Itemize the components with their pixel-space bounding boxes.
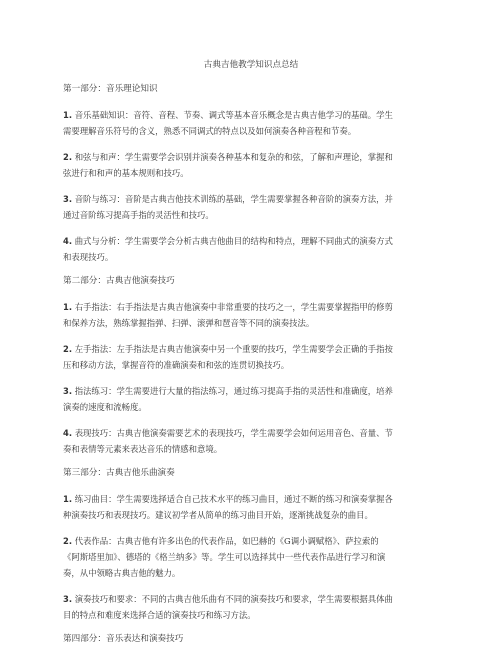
- line-text: 指法练习：学生需要进行大量的指法练习，通过练习提高手指的灵活性和准确度，培养: [74, 386, 393, 396]
- line-text: 练习曲目：学生需要选择适合自己技术水平的练习曲目，通过不断的练习和演奏掌握各: [74, 494, 393, 504]
- item-number: 2.: [63, 536, 73, 546]
- list-item: [63, 107, 445, 139]
- list-item: [63, 425, 445, 457]
- line-text: 演奏技巧和要求：不同的古典吉他乐曲有不同的演奏技巧和要求，学生需要根据具体曲: [74, 594, 393, 604]
- paragraph-line: 奏和表情等元素来表达音乐的情感和意境。: [63, 444, 223, 454]
- list-item: [63, 233, 445, 265]
- paragraph-line: 通过音阶练习提高手指的灵活性和技巧。: [63, 210, 214, 220]
- section-heading: 第三部分：古典吉他乐曲演奏: [63, 468, 175, 478]
- paragraph-line: [63, 491, 445, 507]
- document-title: 古典吉他教学知识点总结: [203, 60, 299, 70]
- paragraph-line: 和表现技巧。: [63, 252, 114, 262]
- paragraph-line: [63, 425, 445, 441]
- list-item: [63, 341, 445, 373]
- paragraph-line: 目的特点和难度来选择合适的演奏技巧和练习方法。: [63, 610, 256, 620]
- list-item: [63, 191, 445, 223]
- line-text: 右手指法：右手指法是古典吉他演奏中非常重要的技巧之一，学生需要掌握指甲的修剪: [74, 302, 393, 312]
- item-number: 3.: [63, 386, 73, 396]
- list-item: [63, 533, 445, 581]
- paragraph-line: 弦进行和和声的基本规则和技巧。: [63, 168, 189, 178]
- paragraph-line: [63, 149, 445, 165]
- item-number: 2.: [63, 152, 73, 162]
- paragraph-line: 演奏的速度和流畅度。: [63, 402, 147, 412]
- line-text: 音乐基础知识：音符、音程、节奏、调式等基本音乐概念是古典吉他学习的基础。学生: [74, 110, 393, 120]
- paragraph-line: 种演奏技巧和表现技巧。建议初学者从简单的练习曲目开始，逐渐挑战复杂的曲目。: [63, 510, 373, 520]
- line-text: 音阶与练习：音阶是古典吉他技术训练的基础，学生需要掌握各种音阶的演奏方法，并: [74, 194, 393, 204]
- list-item: [63, 149, 445, 181]
- list-item: [63, 591, 445, 623]
- line-text: 代表作品：古典吉他有许多出色的代表作品，如巴赫的《G调小调赋格》、萨拉索的: [74, 536, 379, 546]
- paragraph-line: [63, 191, 445, 207]
- item-number: 1.: [63, 302, 73, 312]
- item-number: 1.: [63, 110, 73, 120]
- line-text: 左手指法：左手指法是古典吉他演奏中另一个重要的技巧，学生需要学会正确的手指按: [74, 344, 393, 354]
- section-heading: 第二部分：古典吉他演奏技巧: [63, 276, 175, 286]
- item-number: 1.: [63, 494, 73, 504]
- paragraph-line: 需要理解音乐符号的含义，熟悉不同调式的特点以及如何演奏各种音程和节奏。: [63, 126, 357, 136]
- paragraph-line: [63, 533, 445, 549]
- paragraph-line: 《阿斯塔里加》、德塔的《格兰纳多》等。学生可以选择其中一些代表作品进行学习和演: [63, 552, 386, 562]
- line-text: 曲式与分析：学生需要学会分析古典吉他曲目的结构和特点，理解不同曲式的演奏方式: [74, 236, 393, 246]
- paragraph-line: [63, 107, 445, 123]
- paragraph-line: 和保养方法，熟练掌握指弹、扫弹、滚弹和琶音等不同的演奏技法。: [63, 318, 315, 328]
- list-item: [63, 491, 445, 523]
- item-number: 4.: [63, 428, 73, 438]
- section-heading: 第一部分：音乐理论知识: [63, 84, 158, 94]
- paragraph-line: [63, 341, 445, 357]
- document-body: [63, 83, 445, 657]
- item-number: 3.: [63, 194, 73, 204]
- paragraph-line: 奏，从中领略古典吉他的魅力。: [63, 568, 181, 578]
- line-text: 表现技巧：古典吉他演奏需要艺术的表现技巧，学生需要学会如何运用音色、音量、节: [74, 428, 393, 438]
- paragraph-line: [63, 233, 445, 249]
- list-item: [63, 383, 445, 415]
- item-number: 3.: [63, 594, 73, 604]
- paragraph-line: [63, 299, 445, 315]
- item-number: 4.: [63, 236, 73, 246]
- paragraph-line: [63, 591, 445, 607]
- item-number: 2.: [63, 344, 73, 354]
- list-item: [63, 299, 445, 331]
- line-text: 和弦与和声：学生需要学会识别并演奏各种基本和复杂的和弦，了解和声理论，掌握和: [74, 152, 393, 162]
- paragraph-line: 压和移动方法，掌握音符的准确演奏和和弦的连贯切换技巧。: [63, 360, 290, 370]
- section-heading: 第四部分：音乐表达和演奏技巧: [63, 634, 184, 644]
- paragraph-line: [63, 383, 445, 399]
